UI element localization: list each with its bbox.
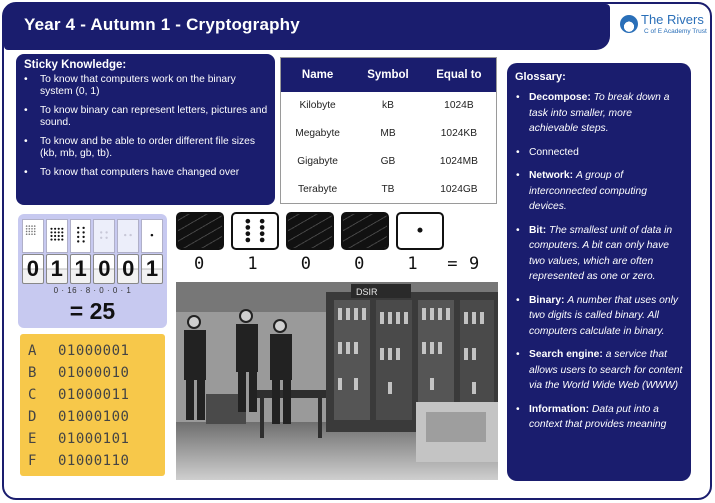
glossary-item-decompose	[515, 90, 683, 137]
logo-name: The Rivers	[641, 12, 704, 27]
sticky-item: • To know and be able to order different file sizes (kb, mb, gb, tb).	[24, 136, 269, 159]
table-header-row	[281, 58, 497, 92]
dot-card-4	[93, 219, 115, 253]
ascii-letter: D	[28, 409, 37, 425]
rivers-logo-icon	[620, 15, 638, 33]
table-row	[281, 120, 497, 148]
ascii-row	[28, 406, 165, 428]
glossary-term: Network:	[529, 170, 574, 181]
table-cell: 1024MB	[439, 156, 478, 167]
binary-counting-card	[18, 214, 167, 328]
dice-bits-row	[176, 254, 498, 276]
dot-card-1	[141, 219, 163, 253]
dot-card-16	[46, 219, 68, 253]
table-row	[281, 148, 497, 176]
glossary-title: Glossary:	[515, 71, 566, 83]
glossary-term: Binary:	[529, 294, 565, 306]
sticky-item: • To know binary can represent letters, pictures and sound.	[24, 105, 269, 128]
ascii-code: 01000011	[58, 387, 130, 403]
glossary-definition: The smallest unit of data in computers. A bit can only have two values, which are often represented as one or zero.	[529, 224, 673, 282]
glossary-term: Bit:	[529, 224, 547, 236]
table-cell: MB	[380, 128, 396, 139]
file-size-table	[280, 57, 497, 204]
die-off-2	[341, 212, 389, 250]
table-cell: 1024KB	[440, 128, 478, 139]
place-values-sum: 0 · 16 · 8 · 0 · 0 · 1	[53, 286, 132, 295]
table-cell: 1024B	[444, 100, 474, 111]
table-cell: GB	[380, 156, 396, 167]
ascii-letter: B	[28, 365, 37, 381]
die-off-16	[176, 212, 224, 250]
dot-card-2	[117, 219, 139, 253]
ascii-row	[28, 384, 165, 406]
dice-bit: 1	[407, 254, 418, 274]
die-on-1	[396, 212, 444, 250]
ascii-letter: F	[28, 453, 37, 469]
dice-bit: 0	[194, 254, 205, 274]
glossary-term: Decompose:	[529, 92, 591, 103]
ascii-letter: E	[28, 431, 37, 447]
header-bar	[4, 4, 610, 50]
column-header-symbol: Symbol	[354, 58, 422, 92]
glossary-term: Information:	[529, 403, 590, 415]
binary-dice-row	[176, 212, 498, 254]
glossary-list	[515, 90, 683, 433]
ascii-row	[28, 362, 165, 384]
dice-bit: 0	[354, 254, 365, 274]
page-title: Year 4 - Autumn 1 - Cryptography	[24, 15, 300, 34]
dsir-sign-text: DSIR	[356, 287, 378, 297]
sticky-knowledge-panel	[16, 54, 275, 205]
logo-subtitle: C of E Academy Trust	[644, 28, 707, 35]
table-row	[281, 92, 497, 120]
sticky-knowledge-list	[24, 74, 269, 179]
glossary-definition: a service that allows users to search for content via the World Wide Web (WWW)	[529, 349, 683, 391]
table-cell: TB	[381, 183, 395, 195]
die-off-4	[286, 212, 334, 250]
table-cell: Gigabyte	[297, 156, 338, 167]
binary-digit: 0	[22, 254, 44, 284]
glossary-definition: To break down a task into smaller, more achievable steps.	[529, 92, 670, 134]
dot-cards-row	[22, 219, 163, 253]
table-row	[281, 176, 497, 204]
ascii-letter: C	[28, 387, 37, 403]
ascii-row	[28, 428, 165, 450]
glossary-definition: A group of interconnected computing devices.	[529, 170, 647, 212]
ascii-row	[28, 340, 165, 362]
glossary-item-search-engine	[515, 347, 683, 394]
glossary-term: Search engine:	[529, 349, 603, 360]
glossary-item-binary	[515, 293, 683, 340]
dice-bit: 0	[300, 254, 311, 274]
glossary-item-network	[515, 168, 683, 215]
glossary-definition: A number that uses only two digits is called binary. All computers calculate in binary.	[529, 294, 679, 337]
ascii-code: 01000110	[58, 453, 130, 469]
historic-computer-photo	[176, 282, 498, 480]
die-on-8	[231, 212, 279, 250]
ascii-row	[28, 450, 165, 472]
ascii-letter: A	[28, 343, 37, 359]
binary-digit: 0	[117, 254, 139, 284]
binary-digit: 1	[141, 254, 163, 284]
glossary-definition: Connected	[529, 146, 579, 158]
dice-bit: 1	[247, 254, 258, 274]
column-header-equal-to: Equal to	[422, 58, 497, 92]
glossary-panel	[507, 63, 691, 481]
binary-digit-row	[22, 254, 163, 284]
sticky-item: • To know that computers have changed over	[24, 167, 269, 179]
binary-total: = 25	[69, 298, 116, 324]
table-cell: Terabyte	[298, 183, 338, 195]
table-cell: kB	[382, 100, 394, 111]
glossary-item-connected	[515, 145, 683, 161]
glossary-item-bit	[515, 223, 683, 285]
ascii-binary-card	[20, 334, 165, 476]
sticky-knowledge-title: Sticky Knowledge:	[24, 59, 127, 71]
ascii-code: 01000010	[58, 365, 130, 381]
dice-result: 9	[469, 254, 480, 274]
table-cell: 1024GB	[440, 183, 478, 195]
dot-card-8	[70, 219, 92, 253]
dot-card-32	[22, 219, 44, 253]
table-cell: Megabyte	[295, 128, 340, 139]
sticky-item: • To know that computers work on the binary system (0, 1)	[24, 74, 269, 97]
glossary-item-information	[515, 402, 683, 433]
ascii-code: 01000001	[58, 343, 130, 359]
trust-logo	[618, 12, 710, 40]
binary-digit: 1	[46, 254, 68, 284]
column-header-name: Name	[281, 58, 355, 92]
ascii-code: 01000100	[58, 409, 130, 425]
dice-equals: =	[447, 254, 458, 274]
ascii-code: 01000101	[58, 431, 130, 447]
binary-digit: 0	[93, 254, 115, 284]
binary-digit: 1	[70, 254, 92, 284]
table-cell: Kilobyte	[299, 100, 336, 111]
glossary-definition: Data put into a context that provides meaning	[529, 403, 667, 430]
